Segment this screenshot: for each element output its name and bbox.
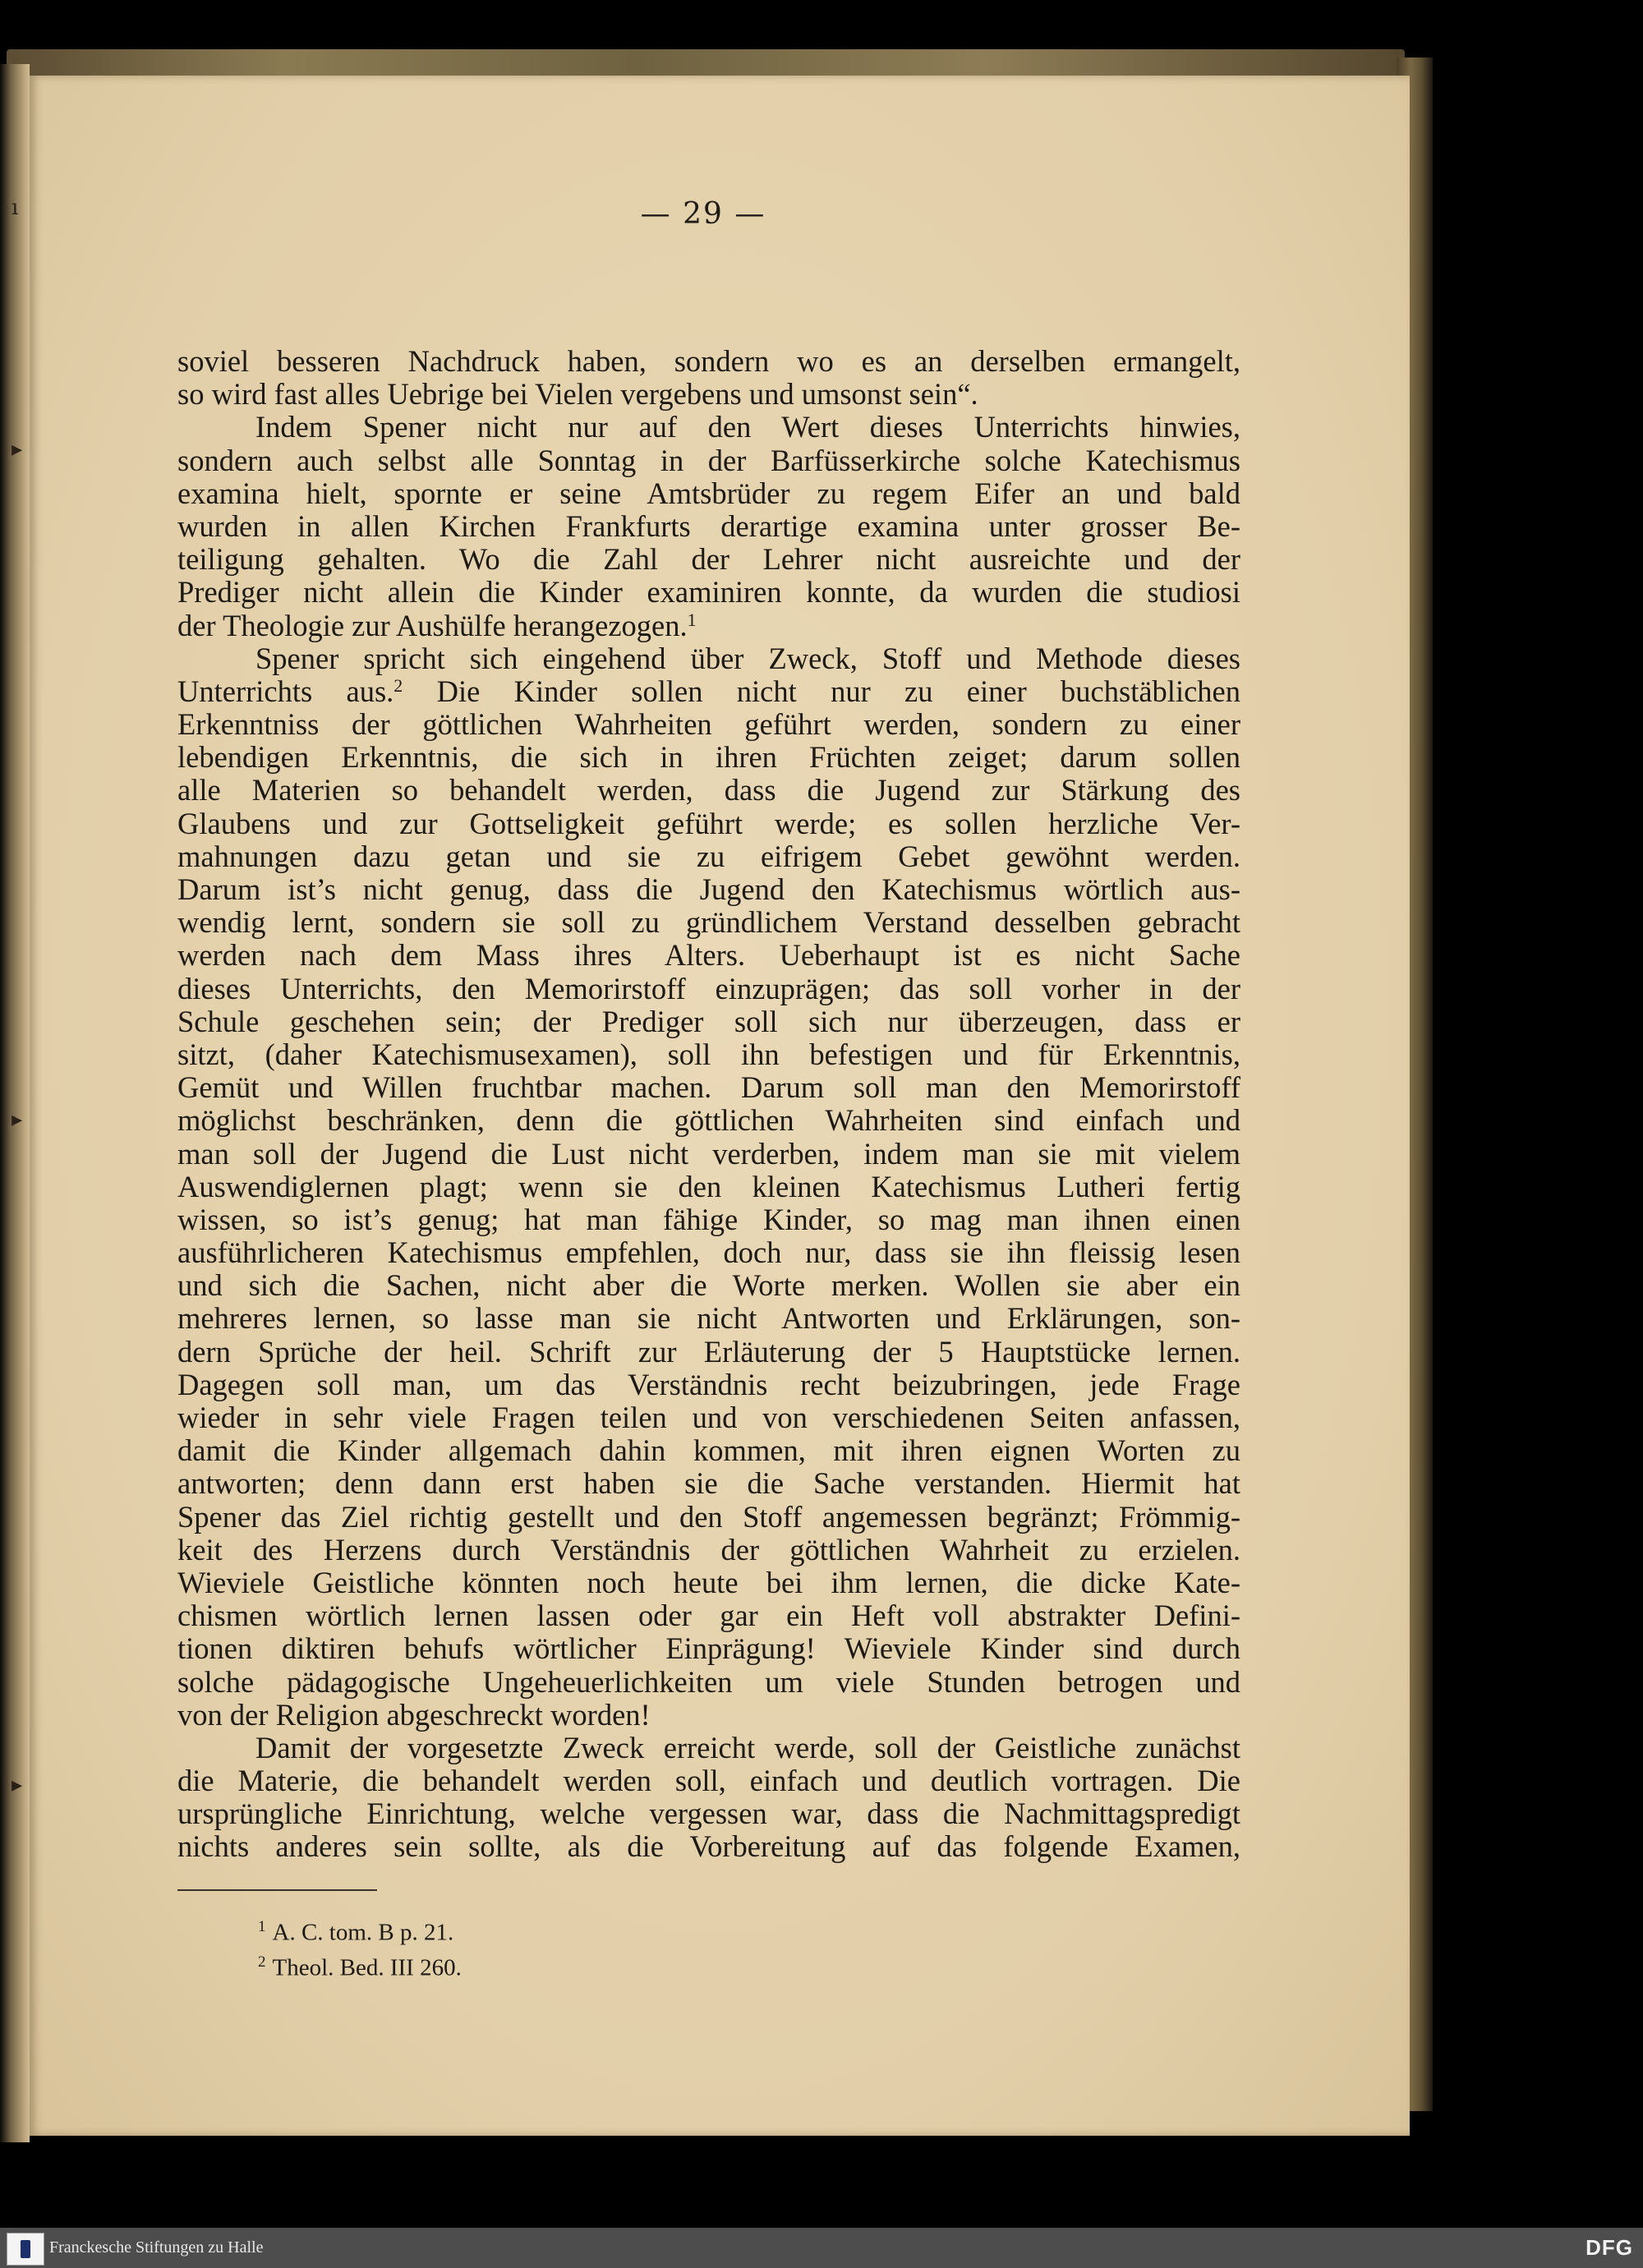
footer-credit-text: Franckesche Stiftungen zu Halle bbox=[49, 2238, 264, 2256]
text-line: keit des Herzens durch Verständnis der göttlichen Wahrheit zu erzielen. bbox=[177, 1532, 1240, 1566]
text-line: Gemüt und Willen fruchtbar machen. Darum soll man den Memorirstoff bbox=[177, 1070, 1240, 1105]
text-line: ausführlicheren Katechismus empfehlen, doch nur, dass sie ihn fleissig lesen bbox=[177, 1235, 1240, 1270]
text-line: Auswendiglernen plagt; wenn sie den kleinen Katechismus Lutheri fertig bbox=[177, 1169, 1240, 1203]
text-line: dern Sprüche der heil. Schrift zur Erläuterung der 5 Hauptstücke lernen. bbox=[177, 1334, 1240, 1369]
text-line: man soll der Jugend die Lust nicht verderben, indem man sie mit vielem bbox=[177, 1136, 1240, 1171]
text-line: mahnungen dazu getan und sie zu eifrigem Gebet gewöhnt werden. bbox=[177, 839, 1240, 873]
text-line: nichts anderes sein sollte, als die Vorbereitung auf das folgende Examen, bbox=[177, 1829, 1240, 1864]
text-line: Dagegen soll man, um das Verständnis recht beizubringen, jede Frage bbox=[177, 1367, 1240, 1401]
text-line: so wird fast alles Uebrige bei Vielen vergebens und umsonst sein“. bbox=[177, 377, 978, 412]
text-line: wissen, so ist’s genug; hat man fähige Kinder, so mag man ihnen einen bbox=[177, 1202, 1240, 1236]
text-line: möglichst beschränken, denn die göttlichen Wahrheiten sind einfach und bbox=[177, 1103, 1240, 1138]
margin-arrow-mark: ▸ bbox=[12, 437, 23, 462]
footnote-ref: 1 bbox=[687, 609, 697, 630]
text-line: dieses Unterrichts, den Memorirstoff einzuprägen; das soll vorher in der bbox=[177, 971, 1240, 1005]
margin-tick-mark: ı bbox=[12, 196, 19, 220]
text-line bbox=[177, 610, 1240, 642]
text-line: und sich die Sachen, nicht aber die Worte merken. Wollen sie aber ein bbox=[177, 1268, 1240, 1303]
text-line: mehreres lernen, so lasse man sie nicht Antworten und Erklärungen, son- bbox=[177, 1301, 1240, 1336]
text-line: Erkenntniss der göttlichen Wahrheiten geführt werden, sondern zu einer bbox=[177, 707, 1240, 742]
text-line: Schule geschehen sein; der Prediger soll sich nur überzeugen, dass er bbox=[177, 1004, 1240, 1038]
text-line: werden nach dem Mass ihres Alters. Ueberhaupt ist es nicht Sache bbox=[177, 938, 1240, 973]
text-line: die Materie, die behandelt werden soll, einfach und deutlich vortragen. Die bbox=[177, 1764, 1240, 1798]
text-line-part: Unterrichts aus. bbox=[177, 674, 394, 708]
text-line: alle Materien so behandelt werden, dass die Jugend zur Stärkung des bbox=[177, 773, 1240, 807]
footnote-ref: 2 bbox=[393, 674, 403, 696]
text-line: lebendigen Erkenntnis, die sich in ihren Früchten zeiget; darum sollen bbox=[177, 740, 1240, 775]
page-number: — 29 — bbox=[640, 197, 766, 231]
text-line: Indem Spener nicht nur auf den Wert dieses Unterrichts hinwies, bbox=[255, 410, 1240, 444]
text-line: Glaubens und zur Gottseligkeit geführt werde; es sollen herzliche Ver- bbox=[177, 806, 1240, 840]
footnote-mark: 2 bbox=[258, 1953, 266, 1971]
footnotes bbox=[258, 1912, 462, 1982]
text-line: sitzt, (daher Katechismusexamen), soll ihn befestigen und für Erkenntnis, bbox=[177, 1037, 1240, 1071]
text-line: Darum ist’s nicht genug, dass die Jugend den Katechismus wörtlich aus- bbox=[177, 872, 1240, 906]
text-line: Spener das Ziel richtig gestellt und den Stoff angemessen begränzt; Frömmig- bbox=[177, 1499, 1240, 1534]
text-line: antworten; denn dann erst haben sie die Sache verstanden. Hiermit hat bbox=[177, 1466, 1240, 1501]
text-line: wendig lernt, sondern sie soll zu gründlichem Verstand desselben gebracht bbox=[177, 905, 1240, 940]
footnote bbox=[258, 1912, 462, 1948]
text-line: examina hielt, spornte er seine Amtsbrüder zu regem Eifer an und bald bbox=[177, 476, 1240, 510]
text-line: von der Religion abgeschreckt worden! bbox=[177, 1697, 651, 1732]
footnote-mark: 1 bbox=[258, 1918, 266, 1935]
text-line: wieder in sehr viele Fragen teilen und von verschiedenen Seiten anfassen, bbox=[177, 1401, 1240, 1434]
footnote-text: Theol. Bed. III 260. bbox=[272, 1954, 462, 1981]
text-line: wurden in allen Kirchen Frankfurts derartige examina unter grosser Be- bbox=[177, 508, 1240, 543]
text-line: chismen wörtlich lernen lassen oder gar ein Heft voll abstrakter Defini- bbox=[177, 1599, 1240, 1633]
text-line-part: der Theologie zur Aushülfe herangezogen. bbox=[177, 608, 688, 642]
footnote bbox=[258, 1948, 462, 1983]
viewer-footer-bar bbox=[0, 2228, 1643, 2268]
text-line: damit die Kinder allgemach dahin kommen, mit ihren eignen Worten zu bbox=[177, 1433, 1240, 1468]
text-line: teiligung gehalten. Wo die Zahl der Lehrer nicht ausreichte und der bbox=[177, 542, 1240, 577]
text-line: tionen diktiren behufs wörtlicher Einprägung! Wieviele Kinder sind durch bbox=[177, 1631, 1240, 1666]
footnote-divider bbox=[177, 1889, 377, 1891]
dfg-logo-badge: DFG bbox=[1585, 2235, 1633, 2260]
book-page bbox=[30, 76, 1410, 2136]
institution-logo-icon[interactable] bbox=[7, 2233, 44, 2266]
footnote-text: A. C. tom. B p. 21. bbox=[272, 1919, 454, 1946]
text-line: soviel besseren Nachdruck haben, sondern wo es an derselben ermangelt, bbox=[177, 344, 1240, 378]
margin-arrow-mark: ▸ bbox=[12, 1773, 23, 1797]
text-line: Spener spricht sich eingehend über Zweck, Stoff und Methode dieses bbox=[255, 641, 1240, 675]
text-line: ursprüngliche Einrichtung, welche vergessen war, dass die Nachmittagspredigt bbox=[177, 1796, 1240, 1831]
page-body-text bbox=[177, 345, 1240, 1864]
text-line-part: Die Kinder sollen nicht nur zu einer buchstäblichen bbox=[436, 674, 1240, 708]
text-line: solche pädagogische Ungeheuerlichkeiten um viele Stunden betrogen und bbox=[177, 1664, 1240, 1699]
text-line: sondern auch selbst alle Sonntag in der Barfüsserkirche solche Katechismus bbox=[177, 443, 1240, 477]
text-line bbox=[177, 675, 1240, 708]
margin-arrow-mark: ▸ bbox=[12, 1107, 23, 1132]
text-line: Wieviele Geistliche könnten noch heute bei ihm lernen, die dicke Kate- bbox=[177, 1565, 1240, 1599]
book-spine-left bbox=[0, 64, 30, 2142]
text-line: Prediger nicht allein die Kinder examiniren konnte, da wurden die studiosi bbox=[177, 575, 1240, 610]
book-binding-top bbox=[7, 49, 1405, 76]
text-line: Damit der vorgesetzte Zweck erreicht werde, soll der Geistliche zunächst bbox=[255, 1730, 1240, 1764]
